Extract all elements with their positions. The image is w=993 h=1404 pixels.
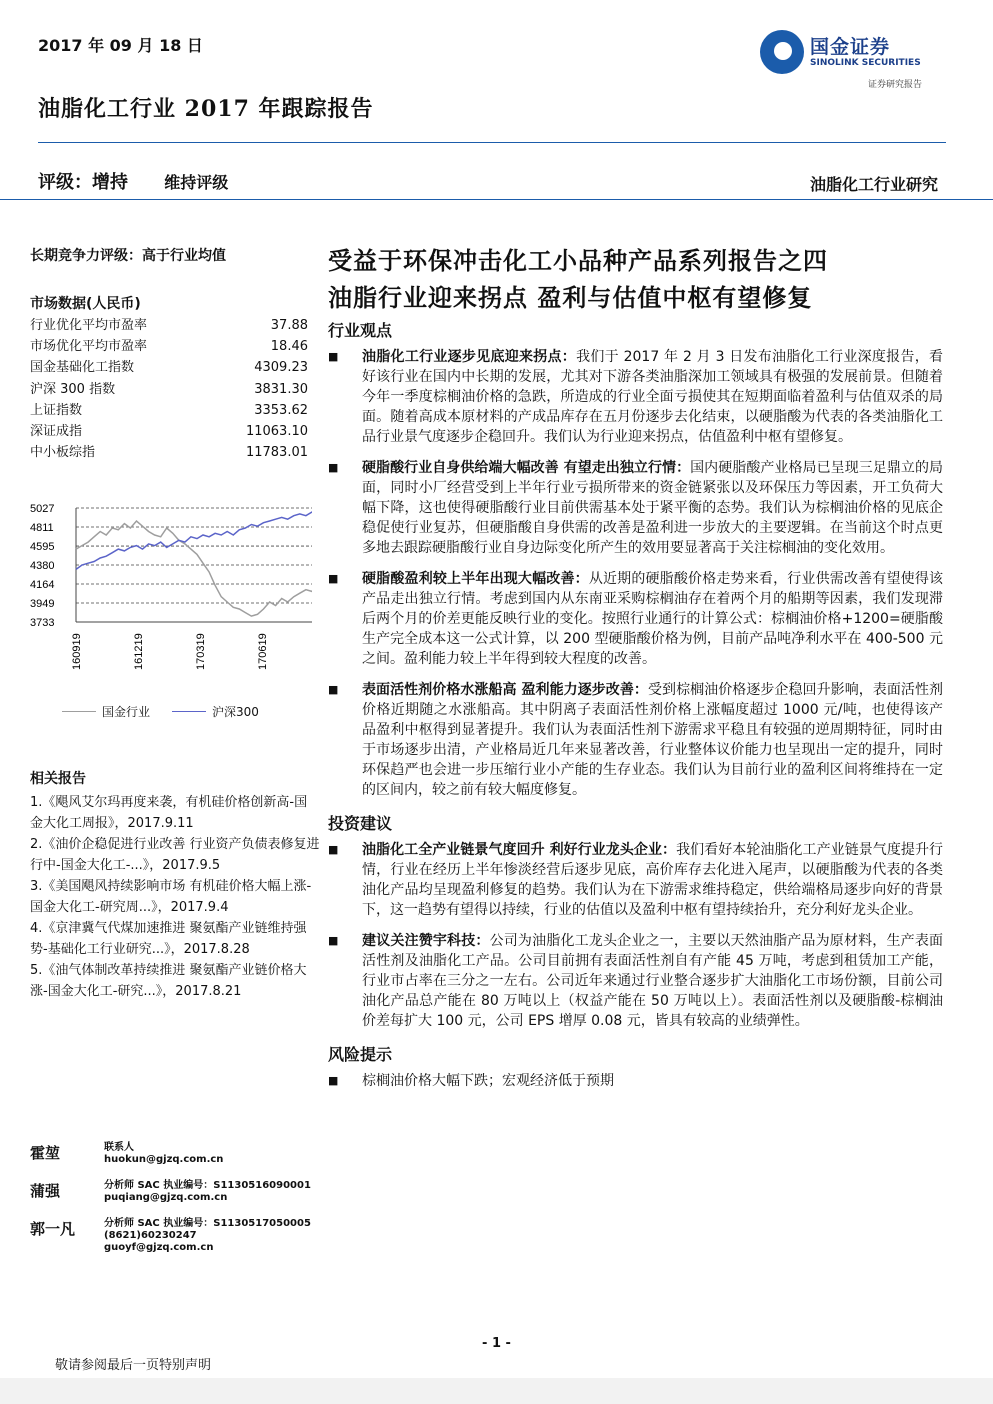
industry-label: 油脂化工行业研究 bbox=[809, 175, 938, 194]
market-row-label: 沪深 300 指数 bbox=[30, 381, 116, 397]
market-row bbox=[30, 357, 308, 378]
market-row bbox=[30, 379, 308, 400]
y-tick-label: 4380 bbox=[30, 560, 55, 572]
bullet-body: 国内硬脂酸产业格局已呈现三足鼎立的局面，同时小厂经营受到上半年行业亏损所带来的资金链紧张以及环保压力等因素，开工负荷大幅下降，这也使得硬脂酸行业目前供需基本处于紧平衡的态势。我们认为棕榈油价格的见底企稳促使行业复苏，但硬脂酸自身供需的改善是盈利进一步放大的主要逻辑。在当前这个时点更多地去跟踪硬脂酸行业自身边际变化所产生的效用要显著高于关注棕榈油的变化效用。 bbox=[362, 460, 944, 556]
author-info bbox=[104, 1180, 311, 1204]
chart-legend bbox=[62, 703, 259, 720]
bullet-square-icon: ■ bbox=[328, 843, 339, 856]
related-report-item[interactable]: 5.《油气体制改革持续推进 聚氨酯产业链价格大涨-国金大化工-研究...》，2017.8.21 bbox=[30, 963, 307, 999]
legend-item-industry bbox=[62, 703, 150, 720]
bullet-paragraph bbox=[328, 569, 943, 669]
x-tick-label: 170319 bbox=[195, 633, 207, 670]
market-row bbox=[30, 336, 308, 357]
related-report-item[interactable]: 4.《京津冀气代煤加速推进 聚氨酯产业链维持强势-基础化工行业研究...》，2017.8.28 bbox=[30, 921, 307, 957]
section-title-risk: 风险提示 bbox=[328, 1045, 393, 1064]
bottom-band bbox=[0, 1378, 993, 1404]
report-date: 2017 年 09 月 18 日 bbox=[38, 36, 203, 55]
bullet-square-icon: ■ bbox=[328, 350, 339, 363]
related-report-item[interactable]: 2.《油价企稳促进行业改善 行业资产负债表修复进行中-国金大化工-...》，2017.9.5 bbox=[30, 837, 320, 873]
y-tick-label: 4164 bbox=[30, 579, 55, 592]
rating-row bbox=[38, 168, 258, 194]
main-content bbox=[328, 242, 943, 1102]
bullet-square-icon: ■ bbox=[328, 1074, 339, 1087]
rating-divider bbox=[0, 199, 993, 200]
report-title: 油脂化工行业 2017 年跟踪报告 bbox=[38, 96, 374, 122]
legend-line-hs300 bbox=[172, 711, 206, 712]
market-row-value: 11063.10 bbox=[245, 424, 308, 440]
competitiveness-rating: 长期竞争力评级：高于行业均值 bbox=[30, 248, 226, 264]
market-data-table bbox=[30, 315, 308, 463]
bullet-heading: 建议关注赞宇科技： bbox=[362, 933, 490, 949]
author-info-line: (8621)60230247 bbox=[104, 1230, 197, 1241]
market-row bbox=[30, 315, 308, 336]
series-line-1 bbox=[76, 510, 312, 569]
author-info bbox=[104, 1142, 223, 1166]
legend-item-hs300 bbox=[172, 703, 259, 720]
market-row-value: 37.88 bbox=[270, 318, 308, 333]
author-block bbox=[30, 1142, 320, 1166]
logo-name-en: SINOLINK SECURITIES bbox=[810, 58, 921, 68]
bullet-heading: 硬脂酸盈利较上半年出现大幅改善： bbox=[362, 571, 589, 587]
author-block bbox=[30, 1218, 320, 1254]
author-block bbox=[30, 1180, 320, 1204]
footer-disclaimer: 敬请参阅最后一页特别声明 bbox=[55, 1358, 212, 1373]
x-tick-label: 170619 bbox=[257, 633, 269, 670]
bullet-paragraph bbox=[328, 347, 943, 447]
market-row bbox=[30, 400, 308, 421]
y-tick-label: 4595 bbox=[30, 541, 55, 554]
x-tick-label: 161219 bbox=[133, 633, 145, 670]
bullet-text bbox=[362, 680, 943, 800]
logo-subtitle: 证券研究报告 bbox=[868, 80, 923, 90]
market-row-value: 4309.23 bbox=[254, 360, 308, 376]
related-reports bbox=[30, 768, 320, 1002]
bullet-body: 从近期的硬脂酸价格走势来看，行业供需改善有望使得该产品走出独立行情。考虑到国内从东南亚采购棕榈油存在着两个月的船期等因素，我们发现滞后两个月的价差更能反映行业的变化。按照行业通行的计算公式：棕榈油价格+1200=硬脂酸生产完全成本这一公式计算，以 200 型硬脂酸价格为例，目前产品吨净利水平在 400-500 元之间。盈利能力较上半年得到较大程度的改善。 bbox=[362, 571, 944, 667]
risk-text: 棕榈油价格大幅下跌；宏观经济低于预期 bbox=[362, 1073, 614, 1089]
bullet-body: 我们看好本轮油脂化工产业链景气度提升行情，行业在经历上半年惨淡经营后逐步见底，高价库存去化进入尾声，以硬脂酸为代表的各类油化产品均呈现盈利修复的趋势。我们认为在下游需求维持稳定，供给端格局逐步向好的背景下，这一趋势有望得以持续，行业的估值以及盈利中枢有望持续抬升，充分利好龙头企业。 bbox=[362, 842, 944, 918]
author-info-line: huokun@gjzq.com.cn bbox=[104, 1154, 224, 1165]
rating-action: 维持评级 bbox=[164, 173, 229, 192]
bullet-heading: 油脂化工全产业链景气度回升 利好行业龙头企业： bbox=[362, 842, 677, 858]
bullet-body: 我们于 2017 年 2 月 3 日发布油脂化工行业深度报告，看好该行业在国内中长期的发展，尤其对下游各类油脂深加工领域具有极强的发展前景。但随着今年一季度棕榈油价格的急跌，所造成的行业全面亏损使其在短期面临着盈利与估值双杀的局面。随着高成本原材料的产成品库存在五月份逐步去化结束，以硬脂酸为代表的各类油脂化工品行业景气度逐步企稳回升。我们认为行业迎来拐点，估值盈利中枢有望修复。 bbox=[362, 349, 943, 445]
x-tick-label: 160919 bbox=[71, 633, 83, 670]
market-row-label: 中小板综指 bbox=[30, 445, 96, 461]
author-name: 蒲强 bbox=[30, 1182, 61, 1200]
related-reports-title: 相关报告 bbox=[30, 771, 86, 787]
author-info-line: puqiang@gjzq.com.cn bbox=[104, 1192, 228, 1203]
author-info-line: 分析师 SAC 执业编号：S1130517050005 bbox=[104, 1218, 311, 1229]
author-name: 霍堃 bbox=[30, 1144, 61, 1162]
section-title-views: 行业观点 bbox=[328, 321, 393, 340]
bullet-paragraph bbox=[328, 680, 943, 800]
y-tick-label: 3949 bbox=[30, 597, 55, 610]
bullet-square-icon: ■ bbox=[328, 572, 339, 585]
header-divider bbox=[38, 142, 946, 143]
section-title-invest: 投资建议 bbox=[328, 814, 393, 833]
author-info-line: guoyf@gjzq.com.cn bbox=[104, 1242, 214, 1253]
index-chart bbox=[30, 498, 312, 728]
bullet-square-icon: ■ bbox=[328, 683, 339, 696]
sidebar bbox=[30, 245, 308, 463]
bullet-square-icon: ■ bbox=[328, 934, 339, 947]
market-row-label: 国金基础化工指数 bbox=[30, 360, 135, 376]
market-row-value: 3353.62 bbox=[254, 402, 308, 418]
bullet-paragraph bbox=[328, 840, 943, 920]
y-tick-label: 5027 bbox=[30, 503, 55, 515]
legend-label-hs300: 沪深300 bbox=[212, 705, 259, 719]
authors bbox=[30, 1142, 320, 1268]
author-info-line: 分析师 SAC 执业编号：S1130516090001 bbox=[104, 1180, 311, 1191]
author-name: 郭一凡 bbox=[30, 1220, 76, 1238]
y-tick-label: 3733 bbox=[30, 617, 55, 629]
author-info-line: 联系人 bbox=[104, 1142, 134, 1153]
bullet-text bbox=[362, 347, 943, 447]
legend-label-industry: 国金行业 bbox=[102, 705, 151, 719]
bullet-text bbox=[362, 931, 943, 1031]
headline-line-2: 油脂行业迎来拐点 盈利与估值中枢有望修复 bbox=[328, 283, 813, 312]
market-row-value: 18.46 bbox=[270, 339, 308, 355]
related-report-item[interactable]: 1.《飓风艾尔玛再度来袭，有机硅价格创新高-国金大化工周报》，2017.9.11 bbox=[30, 795, 308, 831]
logo-circle-icon bbox=[760, 30, 804, 74]
market-row-label: 深证成指 bbox=[30, 424, 83, 440]
bullet-heading: 表面活性剂价格水涨船高 盈利能力逐步改善： bbox=[362, 682, 648, 698]
related-report-item[interactable]: 3.《美国飓风持续影响市场 有机硅价格大幅上涨-国金大化工-研究周...》，2017.9.4 bbox=[30, 879, 312, 915]
company-logo bbox=[760, 30, 950, 92]
headline-line-1: 受益于环保冲击化工小品种产品系列报告之四 bbox=[328, 246, 828, 275]
author-info bbox=[104, 1218, 311, 1254]
market-row-value: 3831.30 bbox=[254, 381, 308, 397]
bullet-body: 受到棕榈油价格逐步企稳回升影响，表面活性剂价格近期随之水涨船高。其中阴离子表面活性剂价格上涨幅度超过 1000 元/吨，也使得该产品盈利中枢得到显著提升。我们认为表面活性剂下游需求平稳且有较强的逆周期特征，同时由于市场逐步出清，产业格局近几年来显著改善，行业整体议价能力也呈现出一定的提升，同时环保趋严也会进一步压缩行业小产能的生存业态。我们认为目前行业的盈利区间将维持在一定的区间内，较之前有较大幅度修复。 bbox=[362, 682, 944, 798]
bullet-heading: 硬脂酸行业自身供给端大幅改善 有望走出独立行情： bbox=[362, 460, 691, 476]
market-row-label: 上证指数 bbox=[30, 402, 83, 418]
market-row bbox=[30, 442, 308, 463]
bullet-text bbox=[362, 569, 943, 669]
rating: 评级：增持 bbox=[38, 172, 128, 193]
bullet-text bbox=[362, 840, 943, 920]
bullet-square-icon: ■ bbox=[328, 461, 339, 474]
legend-line-industry bbox=[62, 711, 96, 712]
market-row bbox=[30, 421, 308, 442]
logo-name-cn: 国金证券 bbox=[810, 36, 891, 58]
bullet-text bbox=[362, 458, 943, 558]
bullet-body: 公司为油脂化工龙头企业之一，主要以天然油脂产品为原材料，生产表面活性剂及油脂化工产品。公司目前拥有表面活性剂自有产能 45 万吨，考虑到租赁加工产能，行业市占率在三分之一左右。公司近年来通过行业整合逐步扩大油脂化工市场份额，目前公司油化产品总产能在 80 万吨以上（权益产能在 50 万吨以上）。表面活性剂以及硬脂酸-棕榈油价差每扩大 100 元，公司 EPS 增厚 0.08 元，皆具有较高的业绩弹性。 bbox=[362, 933, 944, 1029]
market-row-label: 市场优化平均市盈率 bbox=[30, 339, 148, 355]
market-row-value: 11783.01 bbox=[245, 445, 308, 461]
y-tick-label: 4811 bbox=[30, 522, 54, 535]
risk-bullet bbox=[328, 1071, 943, 1091]
bullet-paragraph bbox=[328, 931, 943, 1031]
market-data-title: 市场数据(人民币) bbox=[30, 296, 141, 312]
series-line-0 bbox=[76, 521, 312, 616]
market-row-label: 行业优化平均市盈率 bbox=[30, 318, 148, 333]
bullet-heading: 油脂化工行业逐步见底迎来拐点： bbox=[362, 349, 577, 365]
bullet-paragraph bbox=[328, 458, 943, 558]
page-number: - 1 - bbox=[482, 1336, 511, 1351]
